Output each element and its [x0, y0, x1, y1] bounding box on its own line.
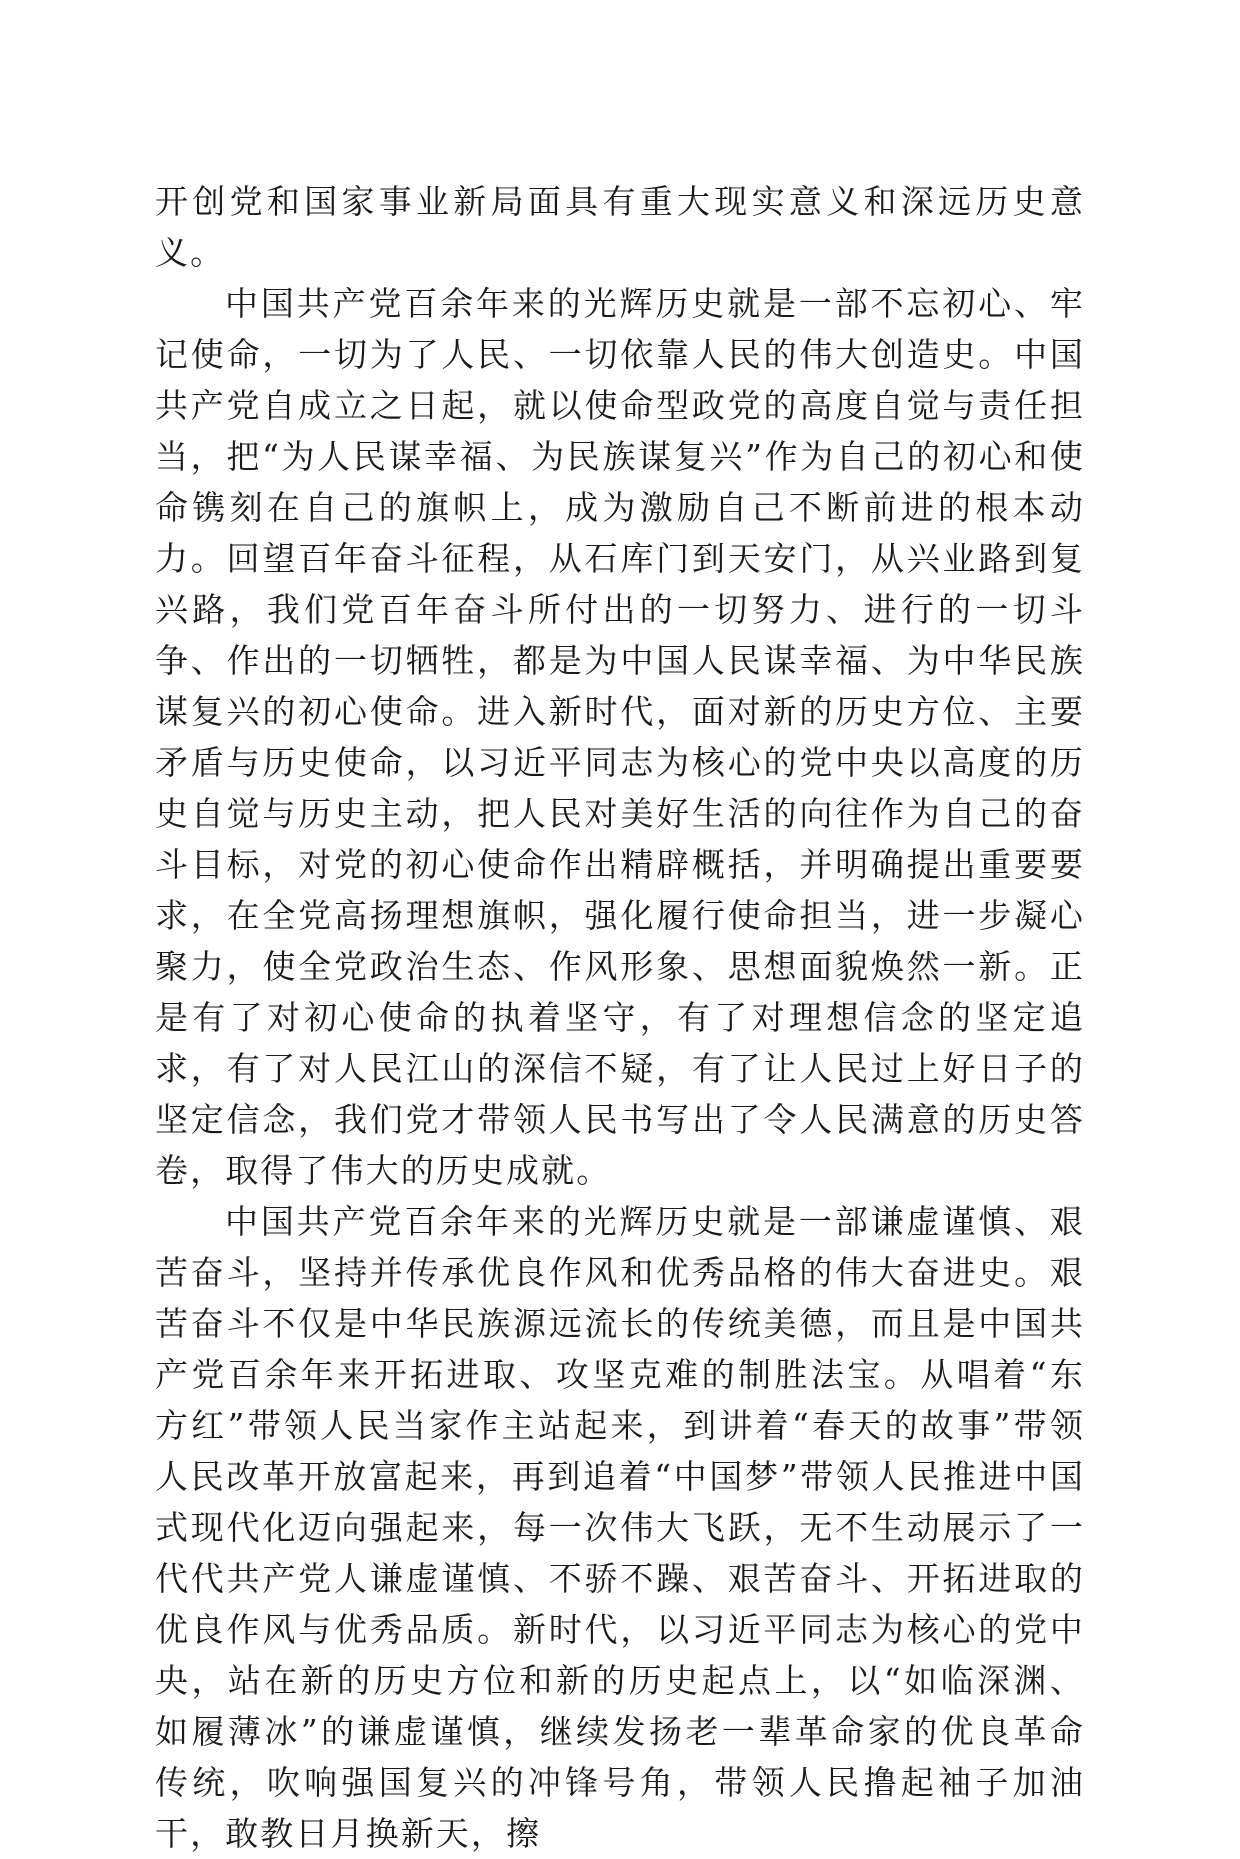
body-text: [155, 176, 1085, 1859]
paragraph-continuation: 开创党和国家事业新局面具有重大现实意义和深远历史意义。: [155, 182, 1085, 272]
paragraph-mission-history: 中国共产党百余年来的光辉历史就是一部不忘初心、牢记使命，一切为了人民、一切依靠人民的伟大创造史。中国共产党自成立之日起，就以使命型政党的高度自觉与责任担当，把“为人民谋幸福、为民族谋复兴”作为自己的初心和使命镌刻在自己的旗帜上，成为激励自己不断前进的根本动力。回望百年奋斗征程，从石库门到天安门，从兴业路到复兴路，我们党百年奋斗所付出的一切努力、进行的一切斗争、作出的一切牺牲，都是为中国人民谋幸福、为中华民族谋复兴的初心使命。进入新时代，面对新的历史方位、主要矛盾与历史使命，以习近平同志为核心的党中央以高度的历史自觉与历史主动，把人民对美好生活的向往作为自己的奋斗目标，对党的初心使命作出精辟概括，并明确提出重要要求，在全党高扬理想旗帜，强化履行使命担当，进一步凝心聚力，使全党政治生态、作风形象、思想面貌焕然一新。正是有了对初心使命的执着坚守，有了对理想信念的坚定追求，有了对人民江山的深信不疑，有了让人民过上好日子的坚定信念，我们党才带领人民书写出了令人民满意的历史答卷，取得了伟大的历史成就。: [155, 284, 1085, 1190]
paragraph-struggle-history: 中国共产党百余年来的光辉历史就是一部谦虚谨慎、艰苦奋斗，坚持并传承优良作风和优秀品格的伟大奋进史。艰苦奋斗不仅是中华民族源远流长的传统美德，而且是中国共产党百余年来开拓进取、攻坚克难的制胜法宝。从唱着“东方红”带领人民当家作主站起来，到讲着“春天的故事”带领人民改革开放富起来，再到追着“中国梦”带领人民推进中国式现代化迈向强起来，每一次伟大飞跃，无不生动展示了一代代共产党人谦虚谨慎、不骄不躁、艰苦奋斗、开拓进取的优良作风与优秀品质。新时代，以习近平同志为核心的党中央，站在新的历史方位和新的历史起点上，以“如临深渊、如履薄冰”的谦虚谨慎，继续发扬老一辈革命家的优良革命传统，吹响强国复兴的冲锋号角，带领人民撸起袖子加油干，敢教日月换新天，擦: [155, 1202, 1085, 1853]
